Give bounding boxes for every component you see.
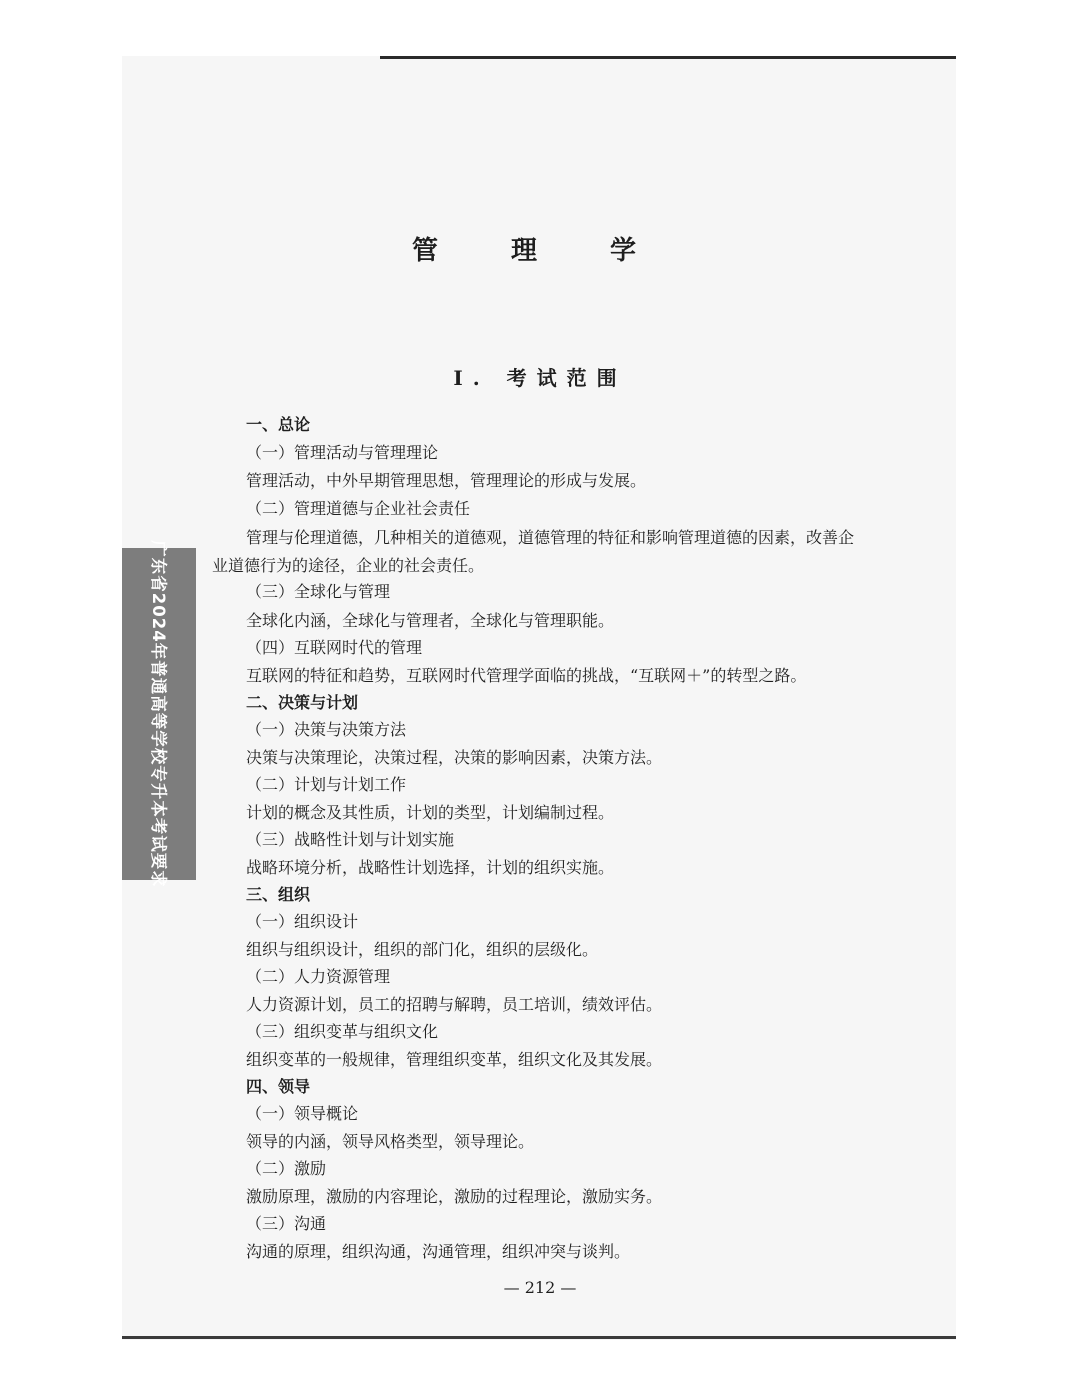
- page-number: — 212 —: [503, 1278, 577, 1297]
- subheading: （二）人力资源管理: [246, 967, 391, 986]
- paragraph: 互联网的特征和趋势，互联网时代管理学面临的挑战，“互联网＋”的转型之路。: [246, 666, 807, 685]
- subheading: （四）互联网时代的管理: [246, 638, 423, 657]
- paragraph: 管理活动，中外早期管理思想，管理理论的形成与发展。: [246, 471, 647, 490]
- subheading: （三）全球化与管理: [246, 582, 391, 601]
- subheading: （二）计划与计划工作: [246, 775, 407, 794]
- heading-general: 一、总论: [246, 415, 311, 434]
- paragraph: 领导的内涵，领导风格类型，领导理论。: [246, 1132, 535, 1151]
- heading-leadership: 四、领导: [246, 1077, 311, 1096]
- heading-decision: 二、决策与计划: [246, 693, 359, 712]
- subheading: （一）决策与决策方法: [246, 720, 407, 739]
- subheading: （一）管理活动与管理理论: [246, 443, 439, 462]
- section-title: Ⅰ. 考试范围: [453, 366, 627, 390]
- subheading: （一）组织设计: [246, 912, 359, 931]
- paragraph: 战略环境分析，战略性计划选择，计划的组织实施。: [246, 858, 615, 877]
- subheading: （三）战略性计划与计划实施: [246, 830, 455, 849]
- paragraph: 计划的概念及其性质，计划的类型，计划编制过程。: [246, 803, 615, 822]
- subheading: （三）组织变革与组织文化: [246, 1022, 439, 1041]
- subheading: （三）沟通: [246, 1214, 327, 1233]
- paragraph: 激励原理，激励的内容理论，激励的过程理论，激励实务。: [246, 1187, 663, 1206]
- subheading: （一）领导概论: [246, 1104, 359, 1123]
- subheading: （二）激励: [246, 1159, 327, 1178]
- paragraph: 全球化内涵，全球化与管理者，全球化与管理职能。: [246, 611, 615, 630]
- paragraph: 决策与决策理论，决策过程，决策的影响因素，决策方法。: [246, 748, 663, 767]
- paragraph: 业道德行为的途径，企业的社会责任。: [212, 556, 485, 575]
- heading-organization: 三、组织: [246, 885, 311, 904]
- paragraph: 沟通的原理，组织沟通，沟通管理，组织冲突与谈判。: [246, 1242, 631, 1261]
- paragraph: 组织变革的一般规律，管理组织变革，组织文化及其发展。: [246, 1050, 663, 1069]
- paragraph: 管理与伦理道德，几种相关的道德观，道德管理的特征和影响管理道德的因素，改善企: [246, 528, 855, 547]
- subheading: （二）管理道德与企业社会责任: [246, 499, 471, 518]
- paragraph: 组织与组织设计，组织的部门化，组织的层级化。: [246, 940, 599, 959]
- page-title: 管 理 学: [411, 236, 669, 266]
- side-tab-label: 广东省2024年普通高等学校专升本考试要求: [149, 540, 168, 888]
- paragraph: 人力资源计划，员工的招聘与解聘，员工培训，绩效评估。: [246, 995, 663, 1014]
